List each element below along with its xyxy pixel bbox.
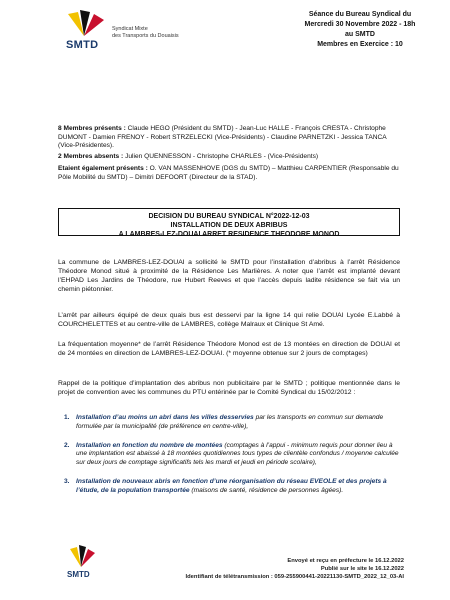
paragraph-line-service: L’arrêt par ailleurs équipé de deux quais bus est desservi par la ligne 14 qui relie DOUAI Lycée E.Labbé à COURCHELETTES et au centre-ville de LAMBRES, collège Malraux et Clinique St Amé. [58,312,400,328]
list-item: 2. Installation en fonction du nombre de montées (comptages à l’appui - minimum requis pour donner lieu à une implantation est abaissé à 18 montées quotidiennes tous types de clientèle confondus / moyenne calculée sur deux jours de comptage significatifs tels les mardi et jeudi en période scolaire), [64,441,399,467]
paragraph-policy: Rappel de la politique d’implantation des abribus non publicitaire par le SMTD ; politique mentionnée dans le projet de convention avec les communes du PTU entérinée par le Comité Syndical du 15/02/2012 : [58,380,400,396]
logo-wordmark: SMTD [66,39,99,51]
footer-wordmark: SMTD [67,570,90,579]
list-item: 3. Installation de nouveaux abris en fonction d’une réorganisation du réseau EVEOLE et des projets à l’étude, de la population transportée (maisons de santé, résidence de personnes âgées). [64,477,387,494]
smtd-footer-logo-icon [62,543,100,569]
members-absent: 2 Membres absents : Julien QUENNESSON - Christophe CHARLES - (Vice-Présidents) [58,153,319,160]
transmission-footer: Envoyé et reçu en préfecture le 16.12.2022 Publié sur le site le 16.12.2022 Identifiant de télétransmission : 059-255900441-20221130-SMTD_2022_12_03-AI [185,558,404,580]
session-info: Séance du Bureau Syndical du Mercredi 30 Novembre 2022 - 18h au SMTD Membres en Exercice : 10 [304,11,416,48]
smtd-logo-icon [54,6,114,40]
policy-list [58,414,403,506]
list-item: 1. Installation d’au moins un abri dans les villes desservies par les transports en commun sur demande formulée par la municipalité (de préférence en centre-ville), [64,414,384,430]
logo-subtitle: Syndicat Mixte des Transports du Douaisis [112,26,179,39]
paragraph-ridership: La fréquentation moyenne* de l’arrêt Résidence Théodore Monod est de 13 montées en direction de DOUAI et de 24 montées en direction de LAMBRES-LEZ-DOUAI. (* moyenne obtenue sur 2 jours de comptages) [58,341,400,357]
members-present: 8 Membres présents : Claude HEGO (Président du SMTD) - Jean-Luc HALLE - François CRESTA - Christophe DUMONT - Damien FRENOY - Robert STRZELECKI (Vice-Présidents) - Claudine PARNETZKI - Jessica TANCA (Vice-Présidentes). [58,125,387,150]
decision-title: DECISION DU BUREAU SYNDICAL N°2022-12-03 INSTALLATION DE DEUX ABRIBUS A LAMBRES-LEZ-DOUAI ARRET RESIDENCE THEODORE MONOD [58,208,400,236]
paragraph-request: La commune de LAMBRES-LEZ-DOUAI a sollicité le SMTD pour l’installation d’abribus à l’arrêt Résidence Théodore Monod situé à proximité de la Résidence Les Marlières. A noter que l’arrêt est implanté devant l’EHPAD Les Jardins de Théodore, rue Hubert Reeves et que l’accès depuis ladite résidence se fait via un chemin piétonnier. [58,259,400,293]
also-present: Etaient également présents : O. VAN MASSENHOVE (DGS du SMTD) – Matthieu CARPENTIER (Responsable du Pôle Mobilité du SMTD) – Dimitri DEFOORT (Directeur de la STAD). [58,165,399,181]
